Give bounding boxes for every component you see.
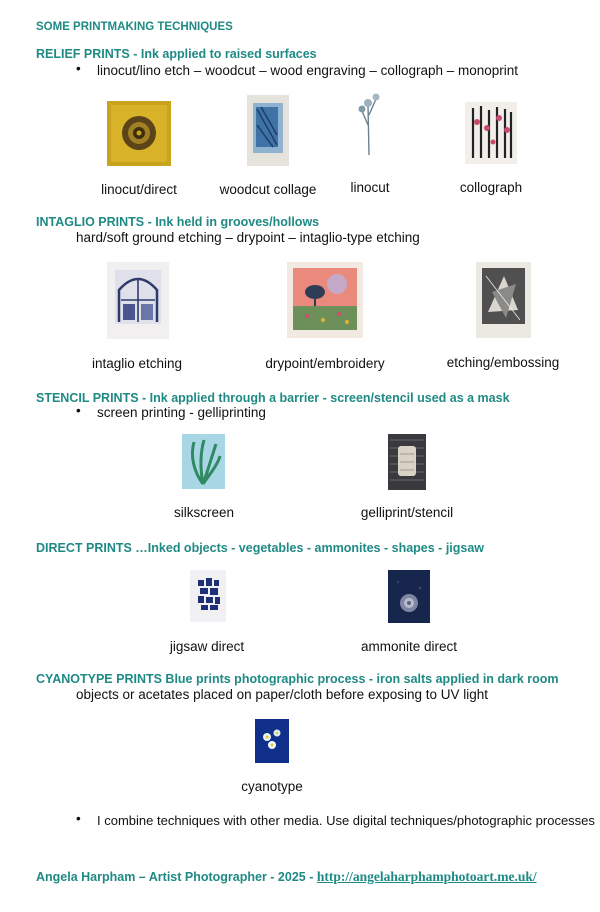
- intaglio-heading: INTAGLIO PRINTS - Ink held in grooves/hollows: [36, 215, 320, 229]
- bullet: •: [76, 61, 81, 76]
- footer-credit: Angela Harpham – Artist Photographer - 2025 -: [36, 870, 317, 884]
- caption-silkscreen: silkscreen: [173, 505, 235, 520]
- cyanotype-heading-title: CYANOTYPE PRINTS: [36, 672, 162, 686]
- caption-linocut: linocut: [350, 180, 390, 195]
- linocut-direct-thumbnail: [107, 101, 171, 166]
- etching-embossing-thumbnail: [476, 262, 531, 338]
- caption-cyanotype: cyanotype: [241, 779, 303, 794]
- relief-techniques: linocut/lino etch – woodcut – wood engraving – collograph – monoprint: [97, 63, 519, 78]
- intaglio-techniques: hard/soft ground etching – drypoint – intaglio-type etching: [76, 230, 420, 245]
- caption-ammonite-direct: ammonite direct: [360, 639, 458, 654]
- page-title: SOME PRINTMAKING TECHNIQUES: [36, 21, 233, 33]
- bullet: •: [76, 811, 81, 826]
- relief-heading: RELIEF PRINTS - Ink applied to raised surfaces: [36, 47, 317, 61]
- stencil-heading: [36, 391, 510, 405]
- intaglio-etching-thumbnail: [107, 262, 169, 339]
- caption-linocut-direct: linocut/direct: [101, 182, 177, 197]
- bullet: •: [76, 403, 81, 418]
- website-link[interactable]: http://angelaharphamphotoart.me.uk/: [316, 869, 537, 884]
- stencil-heading-title: STENCIL PRINTS: [36, 391, 139, 405]
- stencil-techniques: screen printing - gelliprinting: [97, 405, 266, 420]
- linocut-thumbnail: [354, 85, 384, 157]
- stencil-heading-sub: - Ink applied through a barrier - screen/stencil used as a mask: [138, 391, 510, 405]
- closing-note: I combine techniques with other media. Use digital techniques/photographic processes: [97, 813, 595, 828]
- footer: [36, 869, 537, 885]
- caption-drypoint-embroidery: drypoint/embroidery: [265, 356, 385, 371]
- caption-jigsaw-direct: jigsaw direct: [169, 639, 245, 654]
- woodcut-collage-thumbnail: [247, 95, 289, 166]
- collograph-thumbnail: [465, 102, 517, 164]
- caption-etching-embossing: etching/embossing: [446, 355, 560, 370]
- cyanotype-heading-sub: Blue prints photographic process - iron salts applied in dark room: [161, 672, 559, 686]
- direct-heading: DIRECT PRINTS …Inked objects - vegetables - ammonites - shapes - jigsaw: [36, 541, 485, 555]
- caption-woodcut-collage: woodcut collage: [219, 182, 317, 197]
- gelliprint-stencil-thumbnail: [388, 434, 426, 490]
- cyanotype-description: objects or acetates placed on paper/cloth before exposing to UV light: [76, 687, 489, 702]
- cyanotype-thumbnail: [255, 719, 289, 763]
- caption-gelliprint-stencil: gelliprint/stencil: [360, 505, 454, 520]
- cyanotype-heading: [36, 672, 559, 686]
- caption-collograph: collograph: [459, 180, 523, 195]
- caption-intaglio-etching: intaglio etching: [91, 356, 183, 371]
- silkscreen-thumbnail: [182, 434, 225, 489]
- drypoint-embroidery-thumbnail: [287, 262, 363, 338]
- jigsaw-direct-thumbnail: [190, 570, 226, 622]
- ammonite-direct-thumbnail: [388, 570, 430, 623]
